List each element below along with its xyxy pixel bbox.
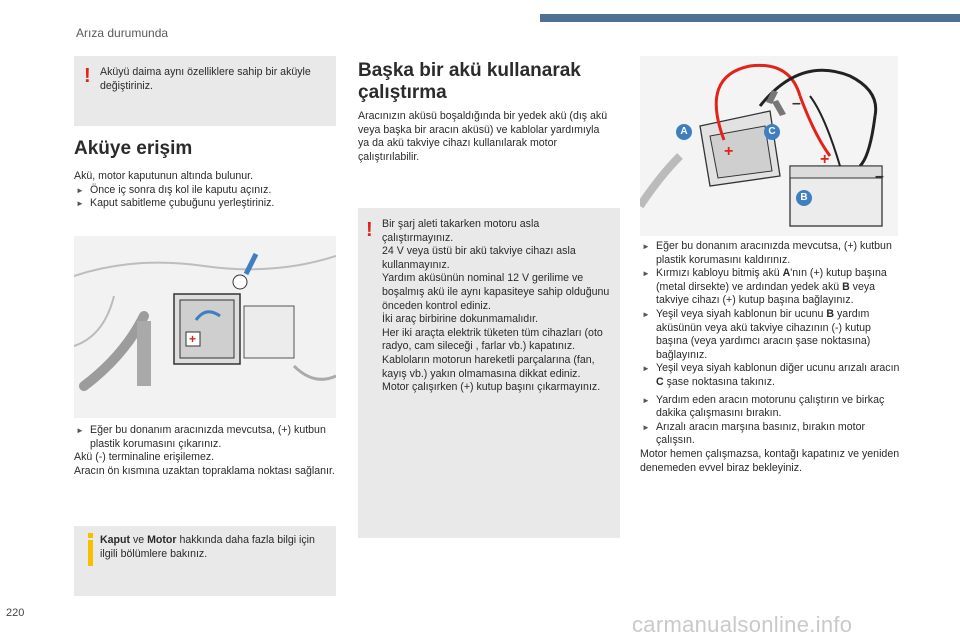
step-bold: B xyxy=(826,307,835,320)
step-bold: A xyxy=(782,267,791,280)
terminal-steps xyxy=(74,424,336,451)
cables-drawing xyxy=(640,56,898,236)
step-text: Kırmızı kabloyu bitmiş akü xyxy=(656,267,783,280)
warning-icon: ! xyxy=(84,65,91,87)
battery-access-illustration xyxy=(74,236,336,418)
access-steps xyxy=(74,184,336,211)
warning-icon: ! xyxy=(366,219,373,241)
section-header: Arıza durumunda xyxy=(76,26,169,40)
access-step: ► Önce iç sonra dış kol ile kaputu açınız. xyxy=(74,184,336,198)
jump-start-title: Başka bir akü kullanarak çalıştırma xyxy=(358,60,581,103)
step-text: 'nın (+) kutup başına (metal dirsekte) ve ardından yedek akü xyxy=(656,267,887,293)
info-text-part: ve xyxy=(130,534,148,546)
battery-access-title: Aküye erişim xyxy=(74,138,193,159)
info-bold-kaput: Kaput xyxy=(100,534,131,546)
battery-location-text: Akü, motor kaputunun altında bulunur. xyxy=(74,170,254,182)
ground-point-note: Aracın ön kısmına uzaktan topraklama noktası sağlanır. xyxy=(74,464,335,477)
step-red-cable xyxy=(640,267,902,308)
step-start-faulty: ► Arızalı aracın marşına basınız, bırakın motor çalışsın. xyxy=(640,421,902,448)
start-steps xyxy=(640,394,902,448)
warning-line: Yardım aküsünün nominal 12 V gerilime ve boşalmış akü ile aynı kapasiteye sahip olduğunu önceden kontrol ediniz. xyxy=(382,272,610,312)
info-text-part: hakkında daha fazla bilgi için ilgili bölümlere bakınız. xyxy=(100,534,315,560)
terminal-note: Akü (-) terminaline erişilemez. xyxy=(74,451,215,464)
terminal-info xyxy=(74,424,336,478)
svg-text:+: + xyxy=(820,151,830,168)
step-bold: C xyxy=(656,375,664,388)
warning-lines xyxy=(382,218,610,395)
warning-line: İki araç birbirine dokunmamalıdır. xyxy=(382,313,539,326)
retry-note: Motor hemen çalışmazsa, kontağı kapatınız ve yeniden denemeden evvel biraz bekleyiniz. xyxy=(640,447,900,474)
label-a: A xyxy=(676,124,692,140)
jump-start-warning-box xyxy=(358,208,620,538)
step-text: yardım aküsünün veya akü takviye cihazının (-) kutup başına (veya yardımcı aracın şase noktasına) bağlayınız. xyxy=(656,307,871,361)
label-c: C xyxy=(764,124,780,140)
step-text: Yeşil veya siyah kablonun bir ucunu xyxy=(656,307,827,320)
step-text: Yeşil veya siyah kablonun diğer ucunu arızalı aracın xyxy=(656,362,900,375)
info-text xyxy=(100,534,326,561)
jump-start-steps xyxy=(640,240,902,475)
warning-line: Her iki araçta elektrik tüketen tüm cihazları (oto radyo, cam sileceği , farlar vb.) kapatınız. xyxy=(382,326,603,353)
engine-bay-drawing xyxy=(74,236,336,418)
warning-text: Aküyü daima aynı özelliklere sahip bir aküyle değiştiriniz. xyxy=(100,66,311,92)
svg-text:+: + xyxy=(724,143,734,160)
page-number: 220 xyxy=(6,607,25,619)
info-box xyxy=(74,526,336,596)
step-remove-cover: ► Eğer bu donanım aracınızda mevcutsa, (+) kutbun plastik korumasını kaldırınız. xyxy=(640,240,902,267)
jump-start-intro: Aracınızın aküsü boşaldığında bir yedek akü (dış akü veya başka bir aracın aküsü) ve kablolar yardımıyla ya da akü takviye cihazı kullanılarak motor çalıştırılabilir. xyxy=(358,110,608,163)
warning-line: Bir şarj aleti takarken motoru asla çalıştırmayınız. xyxy=(382,218,540,244)
svg-text:–: – xyxy=(792,95,801,112)
svg-text:–: – xyxy=(875,168,884,185)
step-start-helper: ► Yardım eden aracın motorunu çalıştırın ve birkaç dakika çalışmasını bırakın. xyxy=(640,394,902,421)
battery-access-text xyxy=(74,170,336,211)
access-step: ► Kaput sabitleme çubuğunu yerleştiriniz. xyxy=(74,197,336,211)
watermark: carmanualsonline.info xyxy=(632,612,853,637)
info-bold-motor: Motor xyxy=(147,534,177,546)
step-black-cable-c xyxy=(640,362,902,389)
step-black-cable-b xyxy=(640,308,902,362)
header-bar xyxy=(540,14,960,22)
info-icon xyxy=(88,540,93,566)
warning-line: Kabloların motorun hareketli parçalarına (fan, kayış vb.) yakın olmamasına dikkat ediniz. xyxy=(382,353,595,380)
svg-text:+: + xyxy=(189,332,197,346)
step-text: veya takviye cihazı (+) kutup başına bağlayınız. xyxy=(656,280,876,307)
step-text: şase noktasına takınız. xyxy=(663,375,775,388)
connection-steps xyxy=(640,240,902,390)
jump-start-illustration xyxy=(640,56,898,236)
warning-box-battery xyxy=(74,56,336,126)
terminal-step: ► Eğer bu donanım aracınızda mevcutsa, (+) kutbun plastik korumasını çıkarınız. xyxy=(74,424,336,451)
warning-line: Motor çalışırken (+) kutup başını çıkarmayınız. xyxy=(382,381,601,394)
step-bold: B xyxy=(842,280,850,293)
warning-line: 24 V veya üstü bir akü takviye cihazı asla kullanmayınız. xyxy=(382,245,576,271)
label-b: B xyxy=(796,190,812,206)
